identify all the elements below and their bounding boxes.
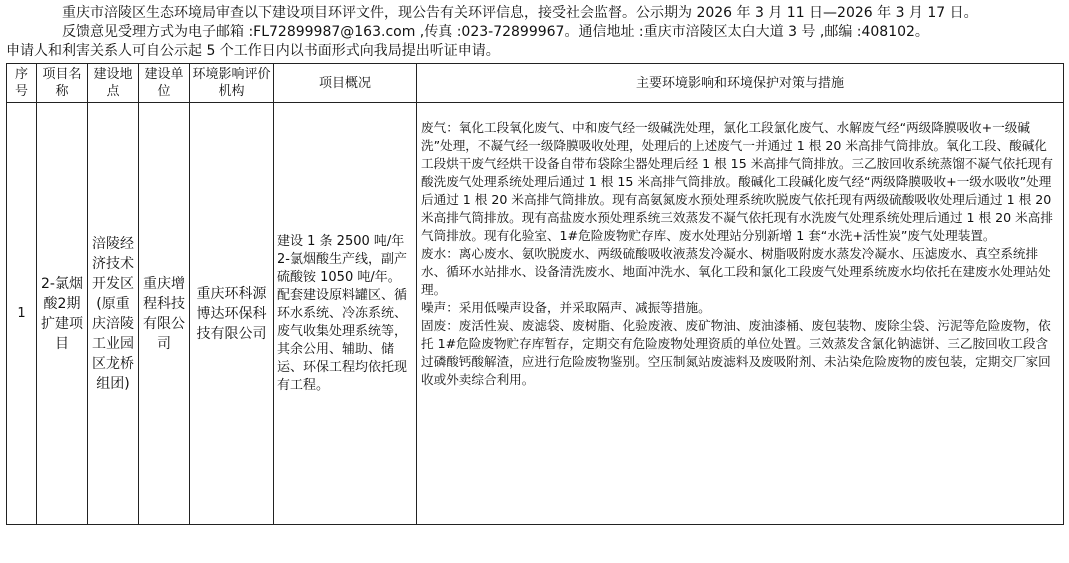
intro-feedback-contact: 反馈意见受理方式为电子邮箱 :FL72899987@163.com ,传真 :023-72899967。通信地址 :重庆市涪陵区太白大道 3 号 ,邮编 :408102。 [62, 24, 929, 40]
cell-project-name: 2-氯烟酸2期扩建项目 [37, 103, 88, 525]
header-project-name: 项目名称 [37, 64, 88, 103]
measure-wastewater: 废水：离心废水、氨吹脱废水、两级硫酸吸收液蒸发冷凝水、树脂吸附废水蒸发冷凝水、压滤废水、真空系统排水、循环水站排水、设备清洗废水、地面冲洗水、氧化工段和氯化工段废气处理系统废水均依托在建废水处理站处理。 [421, 246, 1051, 297]
cell-seq: 1 [7, 103, 37, 525]
cell-overview: 建设 1 条 2500 吨/年 2-氯烟酸生产线，副产硫酸铵 1050 吨/年。配套建设原料罐区、循环水系统、冷冻系统、废气收集处理系统等，其余公用、辅助、储运、环保工程均依托现有工程。 [274, 103, 417, 525]
header-seq: 序号 [7, 64, 37, 103]
table-header [7, 64, 1064, 103]
cell-unit: 重庆增程科技有限公司 [139, 103, 190, 525]
cell-location: 涪陵经济技术开发区(原重庆涪陵工业园区龙桥组团) [88, 103, 139, 525]
notice-intro [6, 4, 1063, 61]
table-body [7, 103, 1064, 525]
intro-hearing-request: 申请人和利害关系人可自公示起 5 个工作日内以书面形式向我局提出听证申请。 [6, 43, 500, 59]
measure-solid-waste: 固废：废活性炭、废滤袋、废树脂、化验废液、废矿物油、废油漆桶、废包装物、废除尘袋、污泥等危险废物，依托 1#危险废物贮存库暂存，定期交有危险废物处理资质的单位处置。三效蒸发含氯化钠滤饼、三乙胺回收工段含过磷酸钙酸解渣，应进行危险废物鉴别。空压制氮站废滤料及废吸附剂、未沾染危险废物的废包装，定期交厂家回收或外卖综合利用。 [421, 318, 1051, 387]
header-location: 建设地点 [88, 64, 139, 103]
cell-eia-agency: 重庆环科源博达环保科技有限公司 [190, 103, 274, 525]
header-measures: 主要环境影响和环境保护对策与措施 [417, 64, 1064, 103]
header-overview: 项目概况 [274, 64, 417, 103]
intro-announcement: 重庆市涪陵区生态环境局审查以下建设项目环评文件，现公告有关环评信息，接受社会监督。公示期为 2026 年 3 月 11 日—2026 年 3 月 17 日。 [62, 5, 978, 21]
project-table [6, 63, 1064, 525]
header-eia-agency: 环境影响评价机构 [190, 64, 274, 103]
table-row [7, 103, 1064, 525]
cell-measures [417, 103, 1064, 525]
table-header-row [7, 64, 1064, 103]
header-unit: 建设单位 [139, 64, 190, 103]
measure-noise: 噪声：采用低噪声设备，并采取隔声、减振等措施。 [421, 300, 711, 315]
measure-exhaust: 废气：氧化工段氧化废气、中和废气经一级碱洗处理，氯化工段氯化废气、水解废气经“两级降膜吸收+一级碱洗”处理，不凝气经一级降膜吸收处理，处理后的上述废气一并通过 1 根 20 米高排气筒排放。氧化工段、酸碱化工段烘干废气经烘干设备自带布袋除尘器处理后经 1 根 15 米高排气筒排放。三乙胺回收系统蒸馏不凝气依托现有酸洗废气处理系统处理后通过 1 根 15 米高排气筒排放。酸碱化工段碱化废气经“两级降膜吸收+一级水吸收”处理后通过 1 根 20 米高排气筒排放。现有高氨氮废水预处理系统吹脱废气依托现有两级硫酸吸收处理后通过 1 根 20 米高排气筒排放。现有高盐废水预处理系统三效蒸发不凝气依托现有水洗废气处理系统处理后通过 1 根 20 米高排气筒排放。现有化验室、1#危险废物贮存库、废水处理站分别新增 1 套“水洗+活性炭”废气处理装置。 [421, 120, 1053, 243]
